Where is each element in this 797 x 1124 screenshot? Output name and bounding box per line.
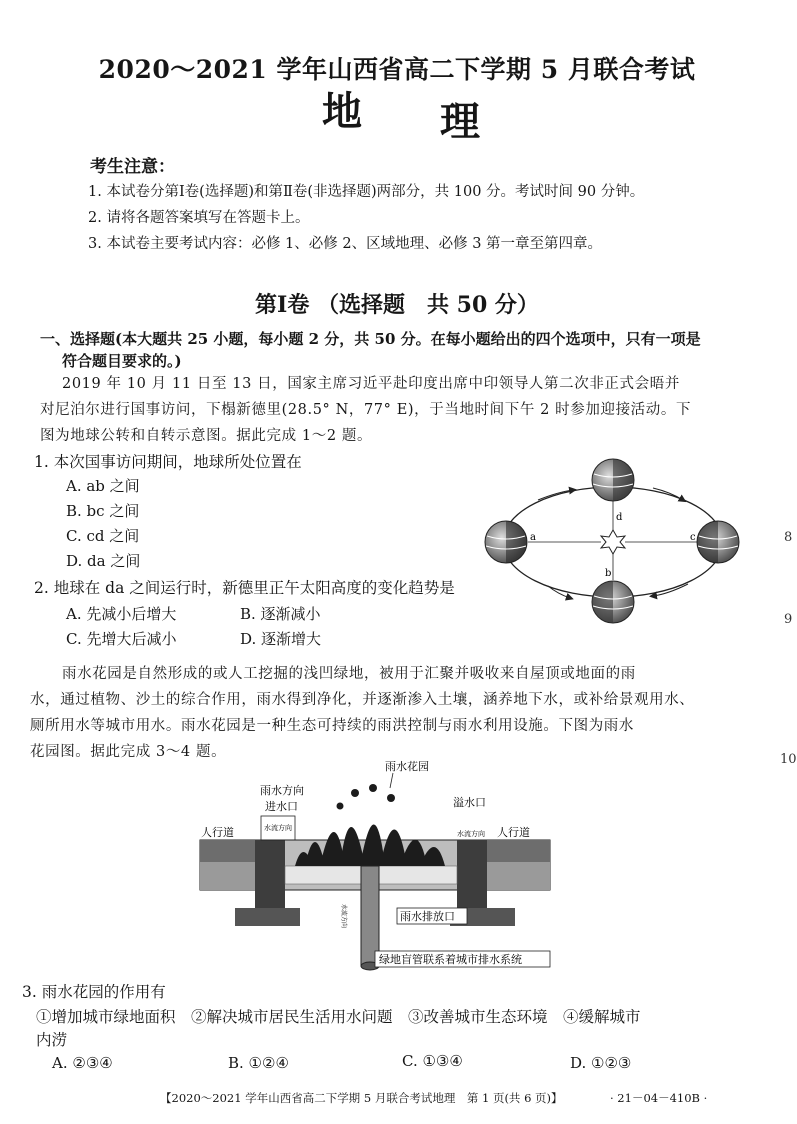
passage1-line-3: 图为地球公转和自转示意图。据此完成 1～2 题。	[40, 428, 373, 444]
label-rain-direction: 雨水方向	[260, 784, 304, 797]
passage2-line-1: 雨水花园是自然形成的或人工挖掘的浅凹绿地，被用于汇聚并吸收来自屋顶或地面的雨	[62, 666, 636, 682]
orbit-label-c: c	[690, 532, 696, 543]
margin-number: 9	[784, 612, 793, 627]
subject-char-1: 地	[322, 88, 362, 135]
label-blind-pipe: 绿地盲管联系着城市排水系统	[379, 953, 522, 966]
section-instruction-2: 符合题目要求的。)	[62, 352, 182, 370]
margin-number: 10	[780, 752, 797, 767]
exam-title: 2020～2021 学年山西省高二下学期 5 月联合考试	[98, 55, 696, 84]
label-pipe-flow: 水流方向	[340, 904, 347, 929]
q2-option-a: A. 先减小后增大	[66, 605, 177, 623]
passage1-line-2: 对尼泊尔进行国事访问，下榻新德里(28.5° N，77° E)，于当地时间下午 2 时参加迎接活动。下	[40, 402, 692, 418]
subject-char-2: 理	[440, 98, 480, 145]
q2-option-b: B. 逐渐减小	[240, 605, 321, 623]
q2-stem: 2. 地球在 da 之间运行时，新德里正午太阳高度的变化趋势是	[34, 579, 455, 597]
q1-option-d: D. da 之间	[66, 552, 141, 570]
label-water-flow-left: 水流方向	[264, 824, 292, 832]
margin-number: 8	[784, 530, 793, 545]
passage2-line-2: 水，通过植物、沙土的综合作用，雨水得到净化，并逐渐渗入土壤，涵养地下水，或补给景观用水、	[30, 692, 695, 708]
passage2-line-3: 厕所用水等城市用水。雨水花园是一种生态可持续的雨洪控制与雨水利用设施。下图为雨水	[30, 718, 634, 734]
orbit-arrow	[653, 584, 688, 596]
q1-option-b: B. bc 之间	[66, 502, 140, 520]
q1-option-c: C. cd 之间	[66, 527, 140, 545]
notice-item-3: 3. 本试卷主要考试内容：必修 1、必修 2、区域地理、必修 3 第一章至第四章。	[88, 236, 603, 252]
q3-stem: 3. 雨水花园的作用有	[22, 983, 166, 1001]
earth-icon	[697, 521, 739, 563]
notice-heading: 考生注意：	[90, 157, 175, 177]
q3-option-d: D. ①②③	[570, 1054, 632, 1072]
label-walkway-right: 人行道	[497, 826, 530, 839]
section-instruction-1: 一、选择题(本大题共 25 小题，每小题 2 分，共 50 分。在每小题给出的四个选项中，只有一项是	[40, 330, 701, 348]
section-title: 第Ⅰ卷 （选择题 共 50 分）	[255, 292, 539, 318]
rain-garden-diagram	[195, 758, 555, 973]
q3-option-c: C. ①③④	[402, 1052, 463, 1070]
q3-statements-1: ①增加城市绿地面积 ②解决城市居民生活用水问题 ③改善城市生态环境 ④缓解城市	[36, 1008, 641, 1026]
q2-option-c: C. 先增大后减小	[66, 630, 177, 648]
q3-option-a: A. ②③④	[52, 1054, 113, 1072]
q3-option-b: B. ①②④	[228, 1054, 289, 1072]
notice-item-2: 2. 请将各题答案填写在答题卡上。	[88, 210, 310, 226]
q1-option-a: A. ab 之间	[66, 477, 140, 495]
label-water-flow-right: 水流方向	[457, 830, 485, 838]
earth-icon	[592, 459, 634, 501]
earth-icon	[592, 581, 634, 623]
orbit-diagram	[478, 452, 748, 632]
earth-icon	[485, 521, 527, 563]
label-rain-garden: 雨水花园	[385, 760, 429, 773]
q3-statements-2: 内涝	[36, 1031, 68, 1049]
orbit-label-d: d	[616, 512, 623, 523]
footer-text: 【2020～2021 学年山西省高二下学期 5 月联合考试地理 第 1 页(共 6 页)】	[160, 1091, 563, 1105]
plants-icon	[295, 784, 445, 866]
q1-stem: 1. 本次国事访问期间，地球所处位置在	[34, 453, 302, 471]
sun-icon	[601, 530, 625, 554]
label-inlet: 进水口	[265, 800, 298, 813]
label-outlet: 雨水排放口	[400, 910, 455, 923]
orbit-label-b: b	[605, 568, 612, 579]
passage1-line-1: 2019 年 10 月 11 日至 13 日，国家主席习近平赴印度出席中印领导人第二次非正式会晤并	[62, 376, 680, 392]
q2-option-d: D. 逐渐增大	[240, 630, 322, 648]
label-walkway-left: 人行道	[201, 826, 234, 839]
label-overflow: 溢水口	[453, 796, 486, 809]
footer-code: · 21－04－410B ·	[610, 1091, 708, 1105]
passage2-line-4: 花园图。据此完成 3～4 题。	[30, 744, 227, 760]
orbit-label-a: a	[530, 532, 536, 543]
notice-item-1: 1. 本试卷分第Ⅰ卷(选择题)和第Ⅱ卷(非选择题)两部分，共 100 分。考试时间 90 分钟。	[88, 184, 645, 200]
